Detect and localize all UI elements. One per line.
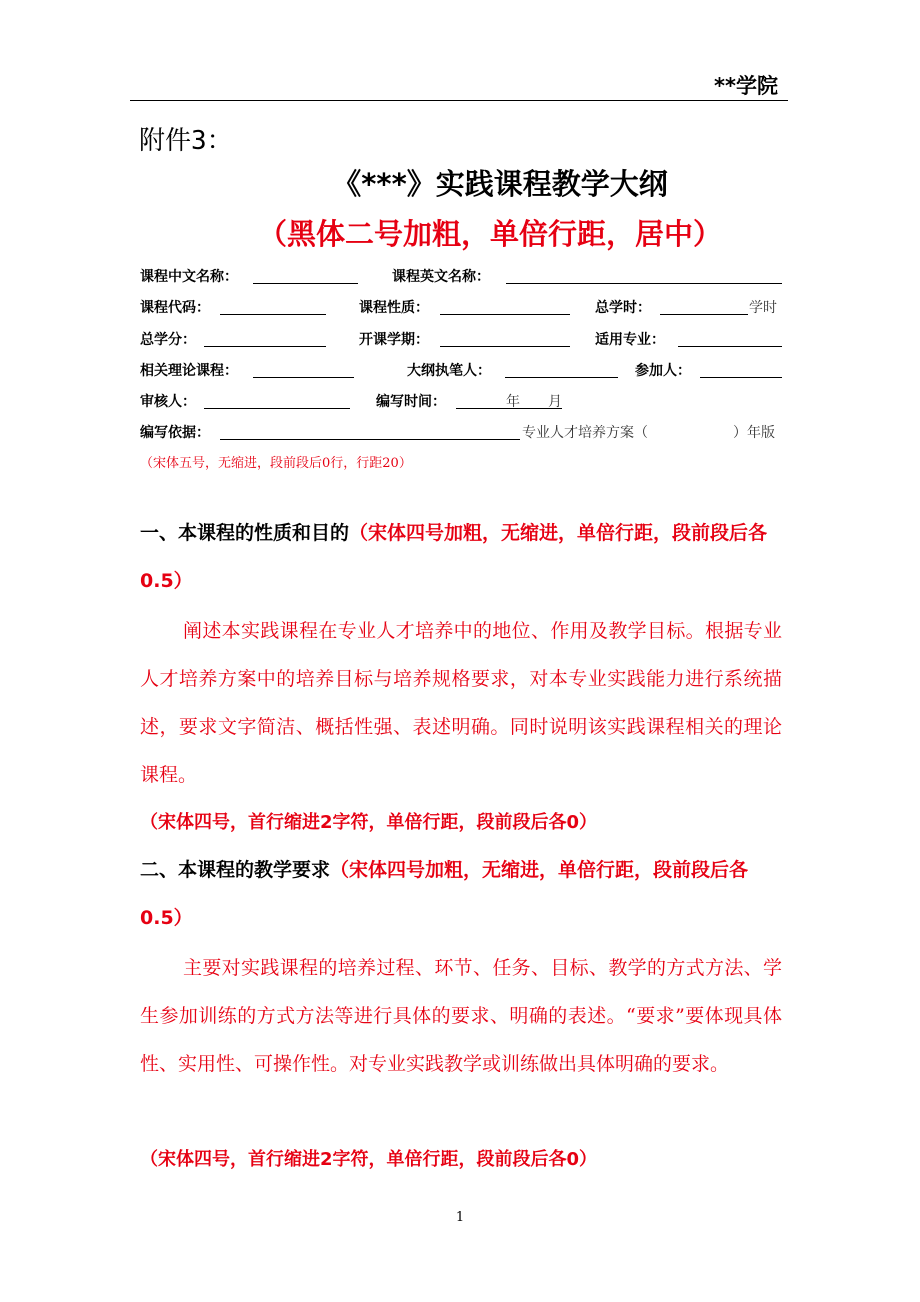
section2-title: 二、本课程的教学要求: [140, 859, 331, 881]
course-en-field[interactable]: [506, 283, 782, 284]
info-row-1: [140, 266, 782, 288]
total-hours-field[interactable]: [660, 314, 748, 315]
participants-label: 参加人：: [635, 363, 691, 379]
basis-label: 编写依据：: [140, 425, 210, 441]
course-code-field[interactable]: [220, 314, 326, 315]
semester-label: 开课学期：: [359, 332, 429, 348]
college-name: **学院: [714, 74, 778, 98]
attachment-label: 附件3：: [139, 126, 233, 156]
basis-suffix: 专业人才培养方案（: [522, 425, 648, 441]
basis-field[interactable]: [220, 439, 520, 440]
author-label: 大纲执笔人：: [407, 363, 491, 379]
page-number: 1: [455, 1210, 465, 1225]
related-theory-field[interactable]: [253, 377, 354, 378]
info-row-5: [140, 391, 782, 413]
section2-body: 主要对实践课程的培养过程、环节、任务、目标、教学的方式方法、学生参加训练的方式方法等进行具体的要求、明确的表述。“要求”要体现具体性、实用性、可操作性。对专业实践教学或训练做出具体明确的要求。: [140, 957, 782, 1075]
course-cn-label: 课程中文名称：: [140, 269, 238, 285]
author-field[interactable]: [505, 377, 618, 378]
page-header: [130, 68, 788, 101]
section2-heading: [140, 846, 782, 942]
title-format-note: （黑体二号加粗，单倍行距，居中）: [257, 217, 722, 251]
major-field[interactable]: [678, 346, 782, 347]
course-cn-field[interactable]: [253, 283, 358, 284]
write-time-label: 编写时间：: [376, 394, 446, 410]
format-note: （宋体五号，无缩进，段前段后0行，行距20）: [140, 456, 412, 471]
total-credits-label: 总学分：: [140, 332, 196, 348]
section1-heading: [140, 509, 782, 605]
course-nature-label: 课程性质：: [359, 300, 429, 316]
year-label: 年: [506, 394, 520, 410]
info-row-2: [140, 297, 782, 319]
section1-note: （宋体四号，首行缩进2字符，单倍行距，段前段后各0）: [140, 812, 598, 833]
course-nature-field[interactable]: [440, 314, 570, 315]
total-credits-field[interactable]: [204, 346, 326, 347]
section2-format-note: （宋体四号加粗，无缩进，单倍行距，段前段后各0.5）: [140, 859, 749, 929]
hours-unit: 学时: [749, 300, 777, 316]
total-hours-label: 总学时：: [595, 300, 651, 316]
course-en-label: 课程英文名称：: [392, 269, 490, 285]
month-label: 月: [548, 394, 562, 410]
related-theory-label: 相关理论课程：: [140, 363, 238, 379]
reviewer-label: 审核人：: [140, 394, 196, 410]
section2-note: （宋体四号，首行缩进2字符，单倍行距，段前段后各0）: [140, 1149, 598, 1170]
info-row-3: [140, 329, 782, 351]
basis-suffix-year: ）年版: [733, 425, 775, 441]
participants-field[interactable]: [700, 377, 782, 378]
course-code-label: 课程代码：: [140, 300, 210, 316]
section1-title: 一、本课程的性质和目的: [140, 522, 350, 544]
reviewer-field[interactable]: [204, 408, 350, 409]
section1-format-note: （宋体四号加粗，无缩进，单倍行距，段前段后各0.5）: [140, 522, 768, 592]
section1-body: 阐述本实践课程在专业人才培养中的地位、作用及教学目标。根据专业人才培养方案中的培养目标与培养规格要求，对本专业实践能力进行系统描述，要求文字简洁、概括性强、表述明确。同时说明该实践课程相关的理论课程。: [140, 620, 782, 786]
info-row-4: [140, 360, 782, 382]
info-row-6: [140, 422, 782, 444]
semester-field[interactable]: [440, 346, 570, 347]
major-label: 适用专业：: [595, 332, 665, 348]
document-title: 《***》实践课程教学大纲: [332, 167, 668, 201]
